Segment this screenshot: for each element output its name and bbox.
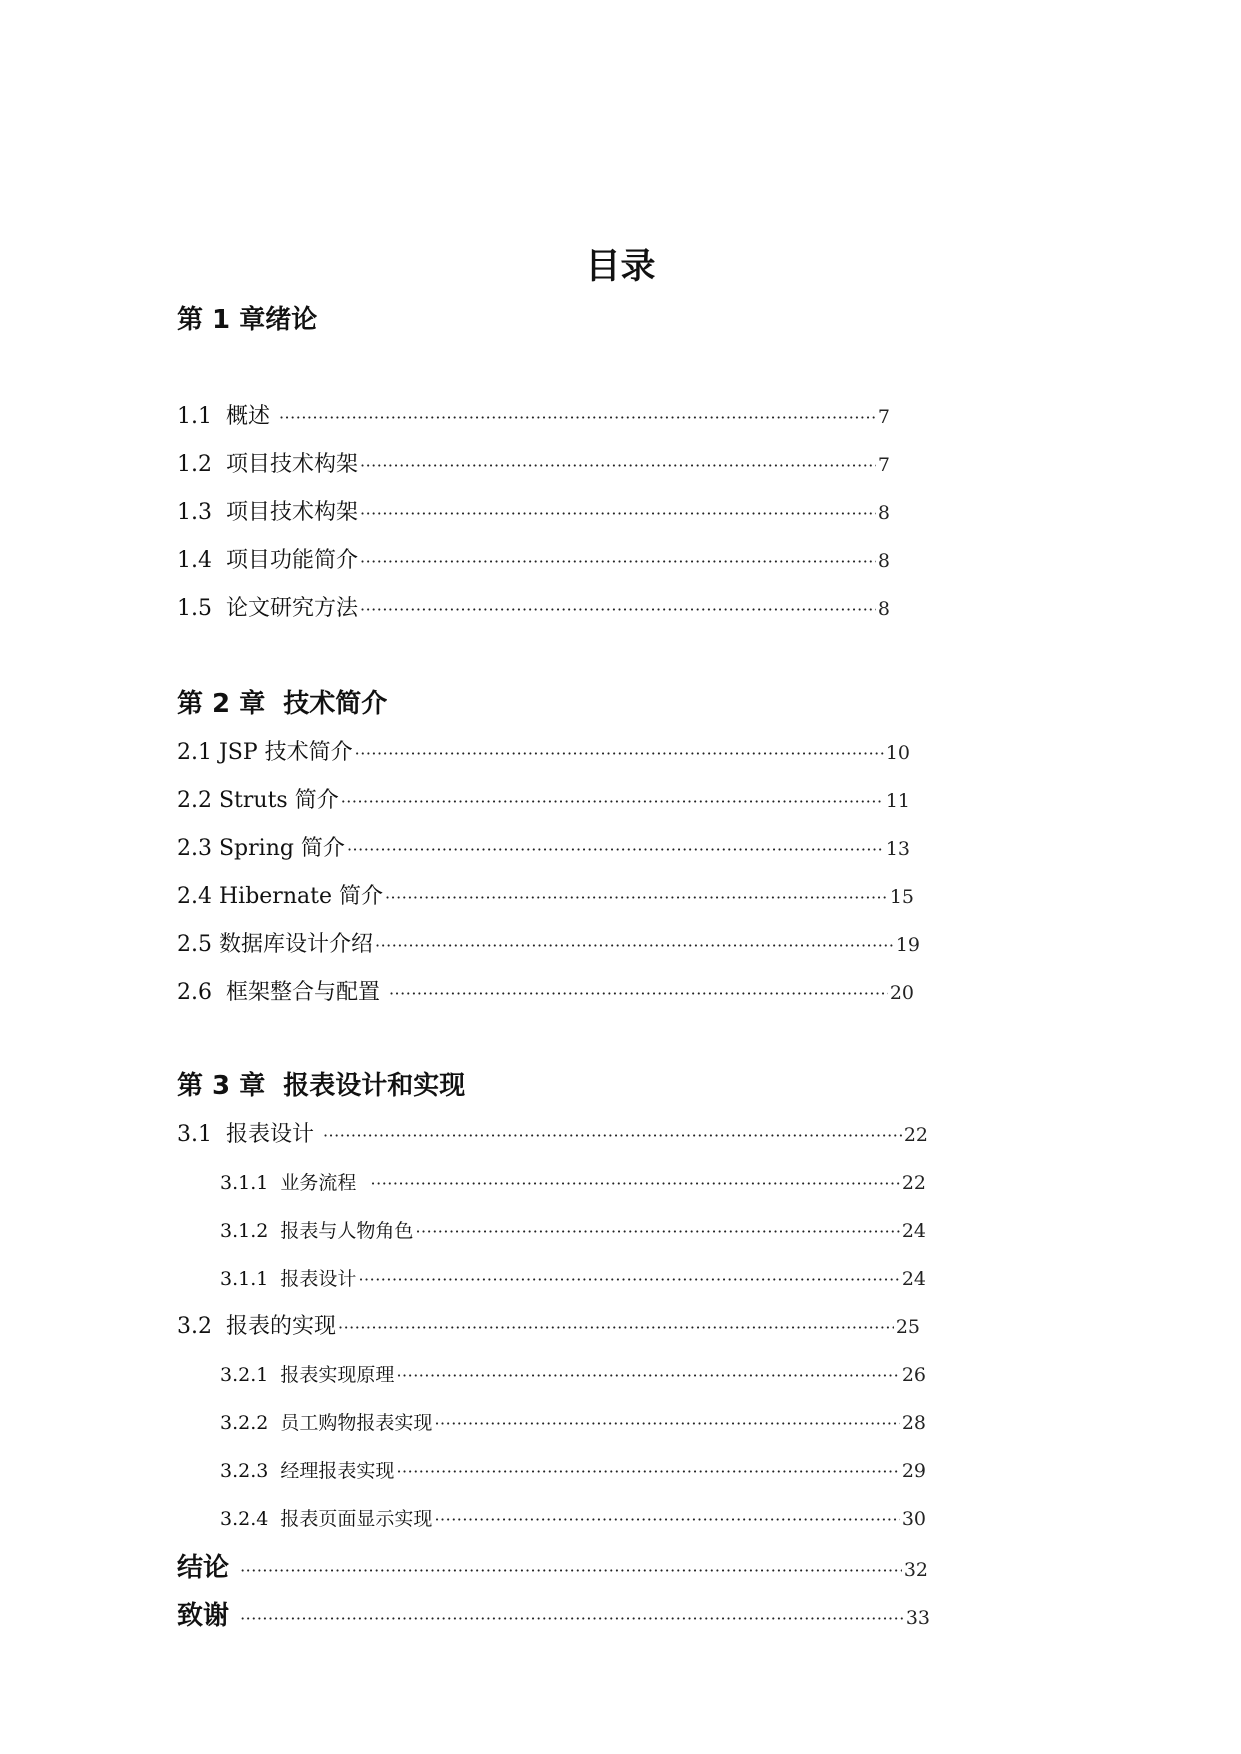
toc-entry-label: 3.1.1 业务流程 xyxy=(220,1172,369,1194)
toc-page-number: 7 xyxy=(877,406,890,428)
chapter-2-heading: 第 2 章 技术简介 xyxy=(177,689,388,719)
dot-leader xyxy=(240,1599,904,1636)
toc-entry-label: 2.2 Struts 简介 xyxy=(177,788,339,813)
toc-entry-acknowledgements[interactable] xyxy=(177,1596,930,1636)
toc-entry-3-1[interactable] xyxy=(177,1118,928,1152)
toc-page-number: 33 xyxy=(905,1607,930,1629)
toc-entry-2-3[interactable] xyxy=(177,832,910,866)
toc-entry-label: 2.6 框架整合与配置 xyxy=(177,980,387,1005)
toc-entry-3-2-4[interactable] xyxy=(220,1502,926,1536)
toc-entry-label: 1.4 项目功能简介 xyxy=(177,548,358,573)
toc-entry-conclusion[interactable] xyxy=(177,1548,928,1588)
dot-leader xyxy=(360,545,876,578)
dot-leader xyxy=(240,1551,902,1588)
toc-entry-label: 结论 xyxy=(177,1553,239,1583)
dot-leader xyxy=(341,785,884,818)
dot-leader xyxy=(434,1407,899,1440)
dot-leader xyxy=(323,1119,902,1152)
toc-page-number: 7 xyxy=(877,454,890,476)
toc-entry-2-5[interactable] xyxy=(177,928,920,962)
dot-leader xyxy=(396,1359,899,1392)
toc-entry-3-1-1[interactable] xyxy=(220,1166,926,1200)
dot-leader xyxy=(375,929,894,962)
toc-entry-2-4[interactable] xyxy=(177,880,914,914)
dot-leader xyxy=(360,497,876,530)
toc-entry-label: 3.1.2 报表与人物角色 xyxy=(220,1220,414,1242)
toc-page-number: 20 xyxy=(889,982,914,1004)
toc-page-number: 15 xyxy=(889,886,914,908)
chapter-3-heading: 第 3 章 报表设计和实现 xyxy=(177,1071,466,1101)
toc-page-number: 19 xyxy=(895,934,920,956)
toc-entry-label: 1.1 概述 xyxy=(177,404,277,429)
toc-page-number: 11 xyxy=(885,790,910,812)
toc-entry-1-4[interactable] xyxy=(177,544,890,578)
dot-leader xyxy=(347,833,884,866)
toc-entry-label: 3.1.1 报表设计 xyxy=(220,1268,357,1290)
toc-page-number: 13 xyxy=(885,838,910,860)
toc-entry-3-2-1[interactable] xyxy=(220,1358,926,1392)
toc-page-number: 8 xyxy=(877,598,890,620)
dot-leader xyxy=(396,1455,899,1488)
toc-page-number: 22 xyxy=(901,1172,926,1194)
dot-leader xyxy=(358,1263,899,1296)
toc-entry-label: 1.3 项目技术构架 xyxy=(177,500,358,525)
toc-entry-label: 致谢 xyxy=(177,1601,239,1631)
toc-entry-1-3[interactable] xyxy=(177,496,890,530)
dot-leader xyxy=(389,977,888,1010)
toc-entry-label: 2.3 Spring 简介 xyxy=(177,836,345,861)
toc-page-number: 29 xyxy=(901,1460,926,1482)
toc-page-number: 24 xyxy=(901,1220,926,1242)
toc-page-number: 22 xyxy=(903,1124,928,1146)
toc-entry-3-2-3[interactable] xyxy=(220,1454,926,1488)
dot-leader xyxy=(279,401,876,434)
toc-entry-label: 3.1 报表设计 xyxy=(177,1122,321,1147)
toc-entry-label: 3.2.1 报表实现原理 xyxy=(220,1364,395,1386)
toc-entry-label: 3.2.2 员工购物报表实现 xyxy=(220,1412,433,1434)
toc-page-number: 30 xyxy=(901,1508,926,1530)
toc-page-number: 8 xyxy=(877,550,890,572)
page-title: 目录 xyxy=(585,247,656,287)
dot-leader xyxy=(415,1215,899,1248)
dot-leader xyxy=(360,449,876,482)
toc-entry-1-2[interactable] xyxy=(177,448,890,482)
toc-entry-label: 3.2.4 报表页面显示实现 xyxy=(220,1508,433,1530)
toc-entry-label: 3.2 报表的实现 xyxy=(177,1314,336,1339)
dot-leader xyxy=(434,1503,899,1536)
toc-page-number: 26 xyxy=(901,1364,926,1386)
toc-entry-label: 2.1 JSP 技术简介 xyxy=(177,740,353,765)
toc-entry-label: 1.2 项目技术构架 xyxy=(177,452,358,477)
dot-leader xyxy=(355,737,884,770)
dot-leader xyxy=(338,1311,894,1344)
toc-entry-label: 2.4 Hibernate 简介 xyxy=(177,884,383,909)
toc-entry-1-5[interactable] xyxy=(177,592,890,626)
toc-page-number: 8 xyxy=(877,502,890,524)
dot-leader xyxy=(371,1167,900,1200)
toc-page-number: 25 xyxy=(895,1316,920,1338)
toc-entry-3-1-2[interactable] xyxy=(220,1214,926,1248)
toc-entry-3-2-2[interactable] xyxy=(220,1406,926,1440)
toc-entry-1-1[interactable] xyxy=(177,400,890,434)
toc-page-number: 28 xyxy=(901,1412,926,1434)
toc-entry-label: 3.2.3 经理报表实现 xyxy=(220,1460,395,1482)
toc-page-number: 24 xyxy=(901,1268,926,1290)
toc-entry-label: 2.5 数据库设计介绍 xyxy=(177,932,373,957)
toc-entry-3-2[interactable] xyxy=(177,1310,920,1344)
toc-page-number: 32 xyxy=(903,1559,928,1581)
toc-entry-3-1-3[interactable] xyxy=(220,1262,926,1296)
toc-entry-2-1[interactable] xyxy=(177,736,910,770)
toc-entry-label: 1.5 论文研究方法 xyxy=(177,596,358,621)
toc-page-number: 10 xyxy=(885,742,910,764)
dot-leader xyxy=(360,593,876,626)
toc-entry-2-2[interactable] xyxy=(177,784,910,818)
toc-entry-2-6[interactable] xyxy=(177,976,914,1010)
chapter-1-heading: 第 1 章绪论 xyxy=(177,305,318,335)
dot-leader xyxy=(385,881,888,914)
